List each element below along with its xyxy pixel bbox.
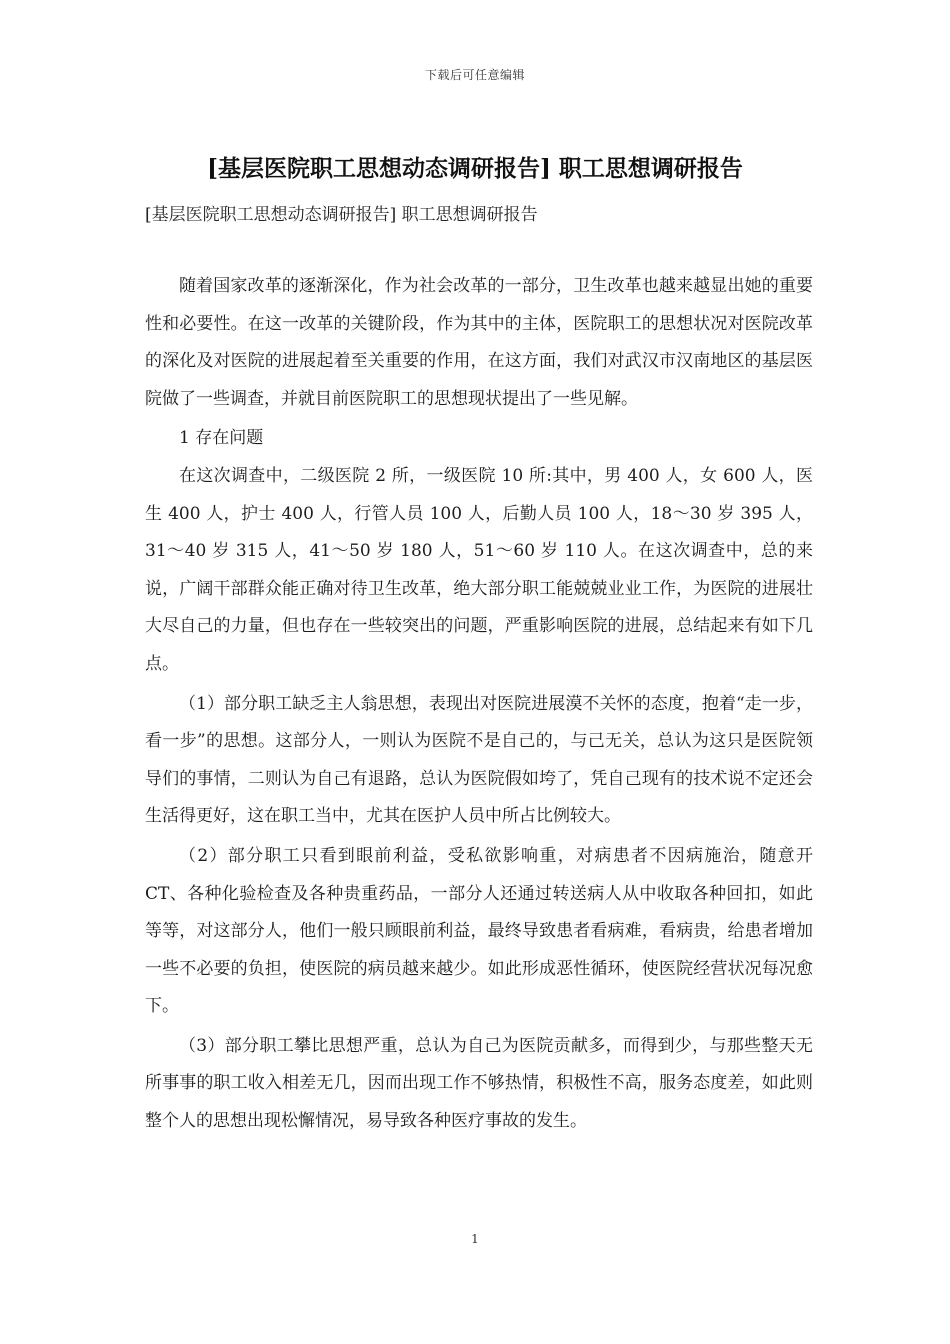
page-number: 1: [471, 1232, 479, 1246]
document-body: [145, 268, 813, 1143]
paragraph-point-2: （2）部分职工只看到眼前利益，受私欲影响重，对病患者不因病施治，随意开 CT、各种化验检查及各种贵重药品，一部分人还通过转送病人从中收取各种回扣，如此等等，对这部分人，他们一般只顾眼前利益，最终导致患者看病难，看病贵，给患者增加一些不必要的负担，使医院的病员越来越少。如此形成恶性循环，使医院经营状况每况愈下。: [145, 845, 813, 1017]
document-subtitle: [基层医院职工思想动态调研报告] 职工思想调研报告: [145, 205, 538, 225]
paragraph-point-1: （1）部分职工缺乏主人翁思想，表现出对医院进展漠不关怀的态度，抱着“走一步，看一步”的思想。这部分人，一则认为医院不是自己的，与己无关，总认为这只是医院领导们的事情，二则认为自己有退路，总认为医院假如垮了，凭自己现有的技术说不定还会生活得更好，这在职工当中，尤其在医护人员中所占比例较大。: [145, 693, 813, 827]
paragraph-survey: 在这次调查中，二级医院 2 所，一级医院 10 所:其中，男 400 人，女 600 人，医生 400 人，护士 400 人，行管人员 100 人，后勤人员 100 人，18～30 岁 395 人，31～40 岁 315 人，41～50 岁 180 人，51～60 岁 110 人。在这次调查中，总的来说，广阔干部群众能正确对待卫生改革，绝大部分职工能兢兢业业工作，为医院的进展壮大尽自己的力量，但也存在一些较突出的问题，严重影响医院的进展，总结起来有如下几点。: [145, 465, 813, 674]
header-note: 下载后可任意编辑: [424, 68, 525, 82]
document-title: [基层医院职工思想动态调研报告] 职工思想调研报告: [207, 155, 743, 182]
paragraph-intro: 随着国家改革的逐渐深化，作为社会改革的一部分，卫生改革也越来越显出她的重要性和必要性。在这一改革的关键阶段，作为其中的主体，医院职工的思想状况对医院改革的深化及对医院的进展起着至关重要的作用，在这方面，我们对武汉市汉南地区的基层医院做了一些调查，并就目前医院职工的思想现状提出了一些见解。: [145, 276, 813, 409]
paragraph-point-3: （3）部分职工攀比思想严重，总认为自己为医院贡献多，而得到少，与那些整天无所事事的职工收入相差无几，因而出现工作不够热情，积极性不高，服务态度差，如此则整个人的思想出现松懈情况，易导致各种医疗事故的发生。: [145, 1035, 813, 1132]
section-heading-problems: 1 存在问题: [179, 428, 264, 449]
